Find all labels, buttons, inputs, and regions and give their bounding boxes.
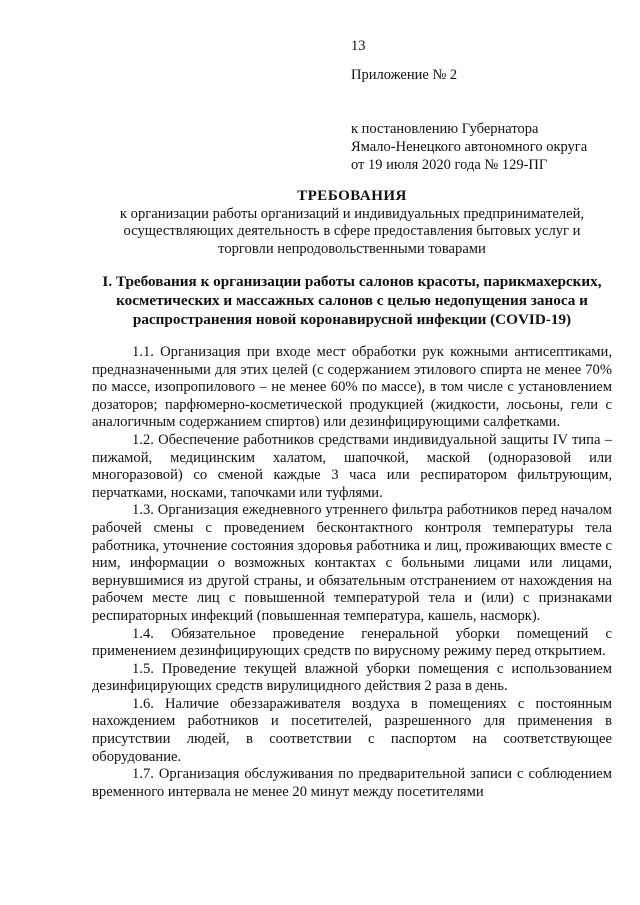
appendix-line: к постановлению Губернатора (351, 121, 539, 137)
paragraph-1-5: 1.5. Проведение текущей влажной уборки помещения с использованием дезинфицирующих средств вирулицидного действия 2 раза в день. (92, 660, 612, 695)
subtitle-line: торговли непродовольственными товарами (218, 240, 486, 257)
document-subtitle (92, 206, 612, 258)
section-heading-line: I. Требования к организации работы салонов красоты, парикмахерских, (102, 273, 602, 290)
section-body (92, 344, 612, 801)
document-title: ТРЕБОВАНИЯ (297, 188, 407, 204)
section-heading-line: распространения новой коронавирусной инфекции (COVID-19) (132, 311, 572, 328)
paragraph-1-7: 1.7. Организация обслуживания по предварительной записи с соблюдением временного интервала не менее 20 минут между посетителями (92, 766, 612, 800)
paragraph-1-1: 1.1. Организация при входе мест обработки рук кожными антисептиками, предназначенными для этих целей (с содержанием этилового спирта не менее 70% по массе, изопропилового – не менее 60% по массе), в том числе с установлением дозаторов; парфюмерно-косметической продукцией (жидкости, лосьоны, гели с аналогичным содержанием спиртов) или дезинфицирующими салфетками. (92, 344, 612, 431)
subtitle-line: осуществляющих деятельность в сфере предоставления бытовых услуг и (123, 223, 581, 240)
appendix-line: от 19 июля 2020 года № 129-ПГ (351, 157, 548, 173)
appendix-block (351, 66, 587, 174)
paragraph-1-3: 1.3. Организация ежедневного утреннего фильтра работников перед началом рабочей смены с проведением бесконтактного контроля температуры тела работника, уточнение состояния здоровья работника и лиц, проживающих вместе с ним, информации о возможных контактах с больными лицами или лицами, вернувшимися из другой страны, и обязательным отстранением от нахождения на рабочем месте лиц с повышенной температурой тела и (или) с признаками респираторных инфекций (повышенная температура, кашель, насморк). (92, 502, 612, 624)
paragraph-1-6: 1.6. Наличие обеззараживателя воздуха в помещениях с постоянным нахождением работников и посетителей, разрешенного для применения в присутствии людей, в соответствии с паспортом на соответствующее оборудование. (92, 695, 612, 765)
section-heading-line: косметических и массажных салонов с целью недопущения заноса и (116, 292, 588, 309)
appendix-title: Приложение № 2 (351, 67, 458, 83)
page-number: 13 (351, 38, 366, 54)
appendix-line: Ямало-Ненецкого автономного округа (351, 139, 588, 155)
paragraph-1-4: 1.4. Обязательное проведение генеральной уборки помещений с применением дезинфицирующих средств по вирусному режиму перед открытием. (92, 625, 612, 660)
subtitle-line: к организации работы организаций и индивидуальных предпринимателей, (119, 206, 585, 222)
section-heading (92, 272, 612, 329)
paragraph-1-2: 1.2. Обеспечение работников средствами индивидуальной защиты IV типа – пижамой, медицинским халатом, шапочкой, маской (одноразовой или многоразовой) со сменой каждые 3 часа или респиратором фильтрующим, перчатками, носками, тапочками или туфлями. (92, 431, 612, 501)
